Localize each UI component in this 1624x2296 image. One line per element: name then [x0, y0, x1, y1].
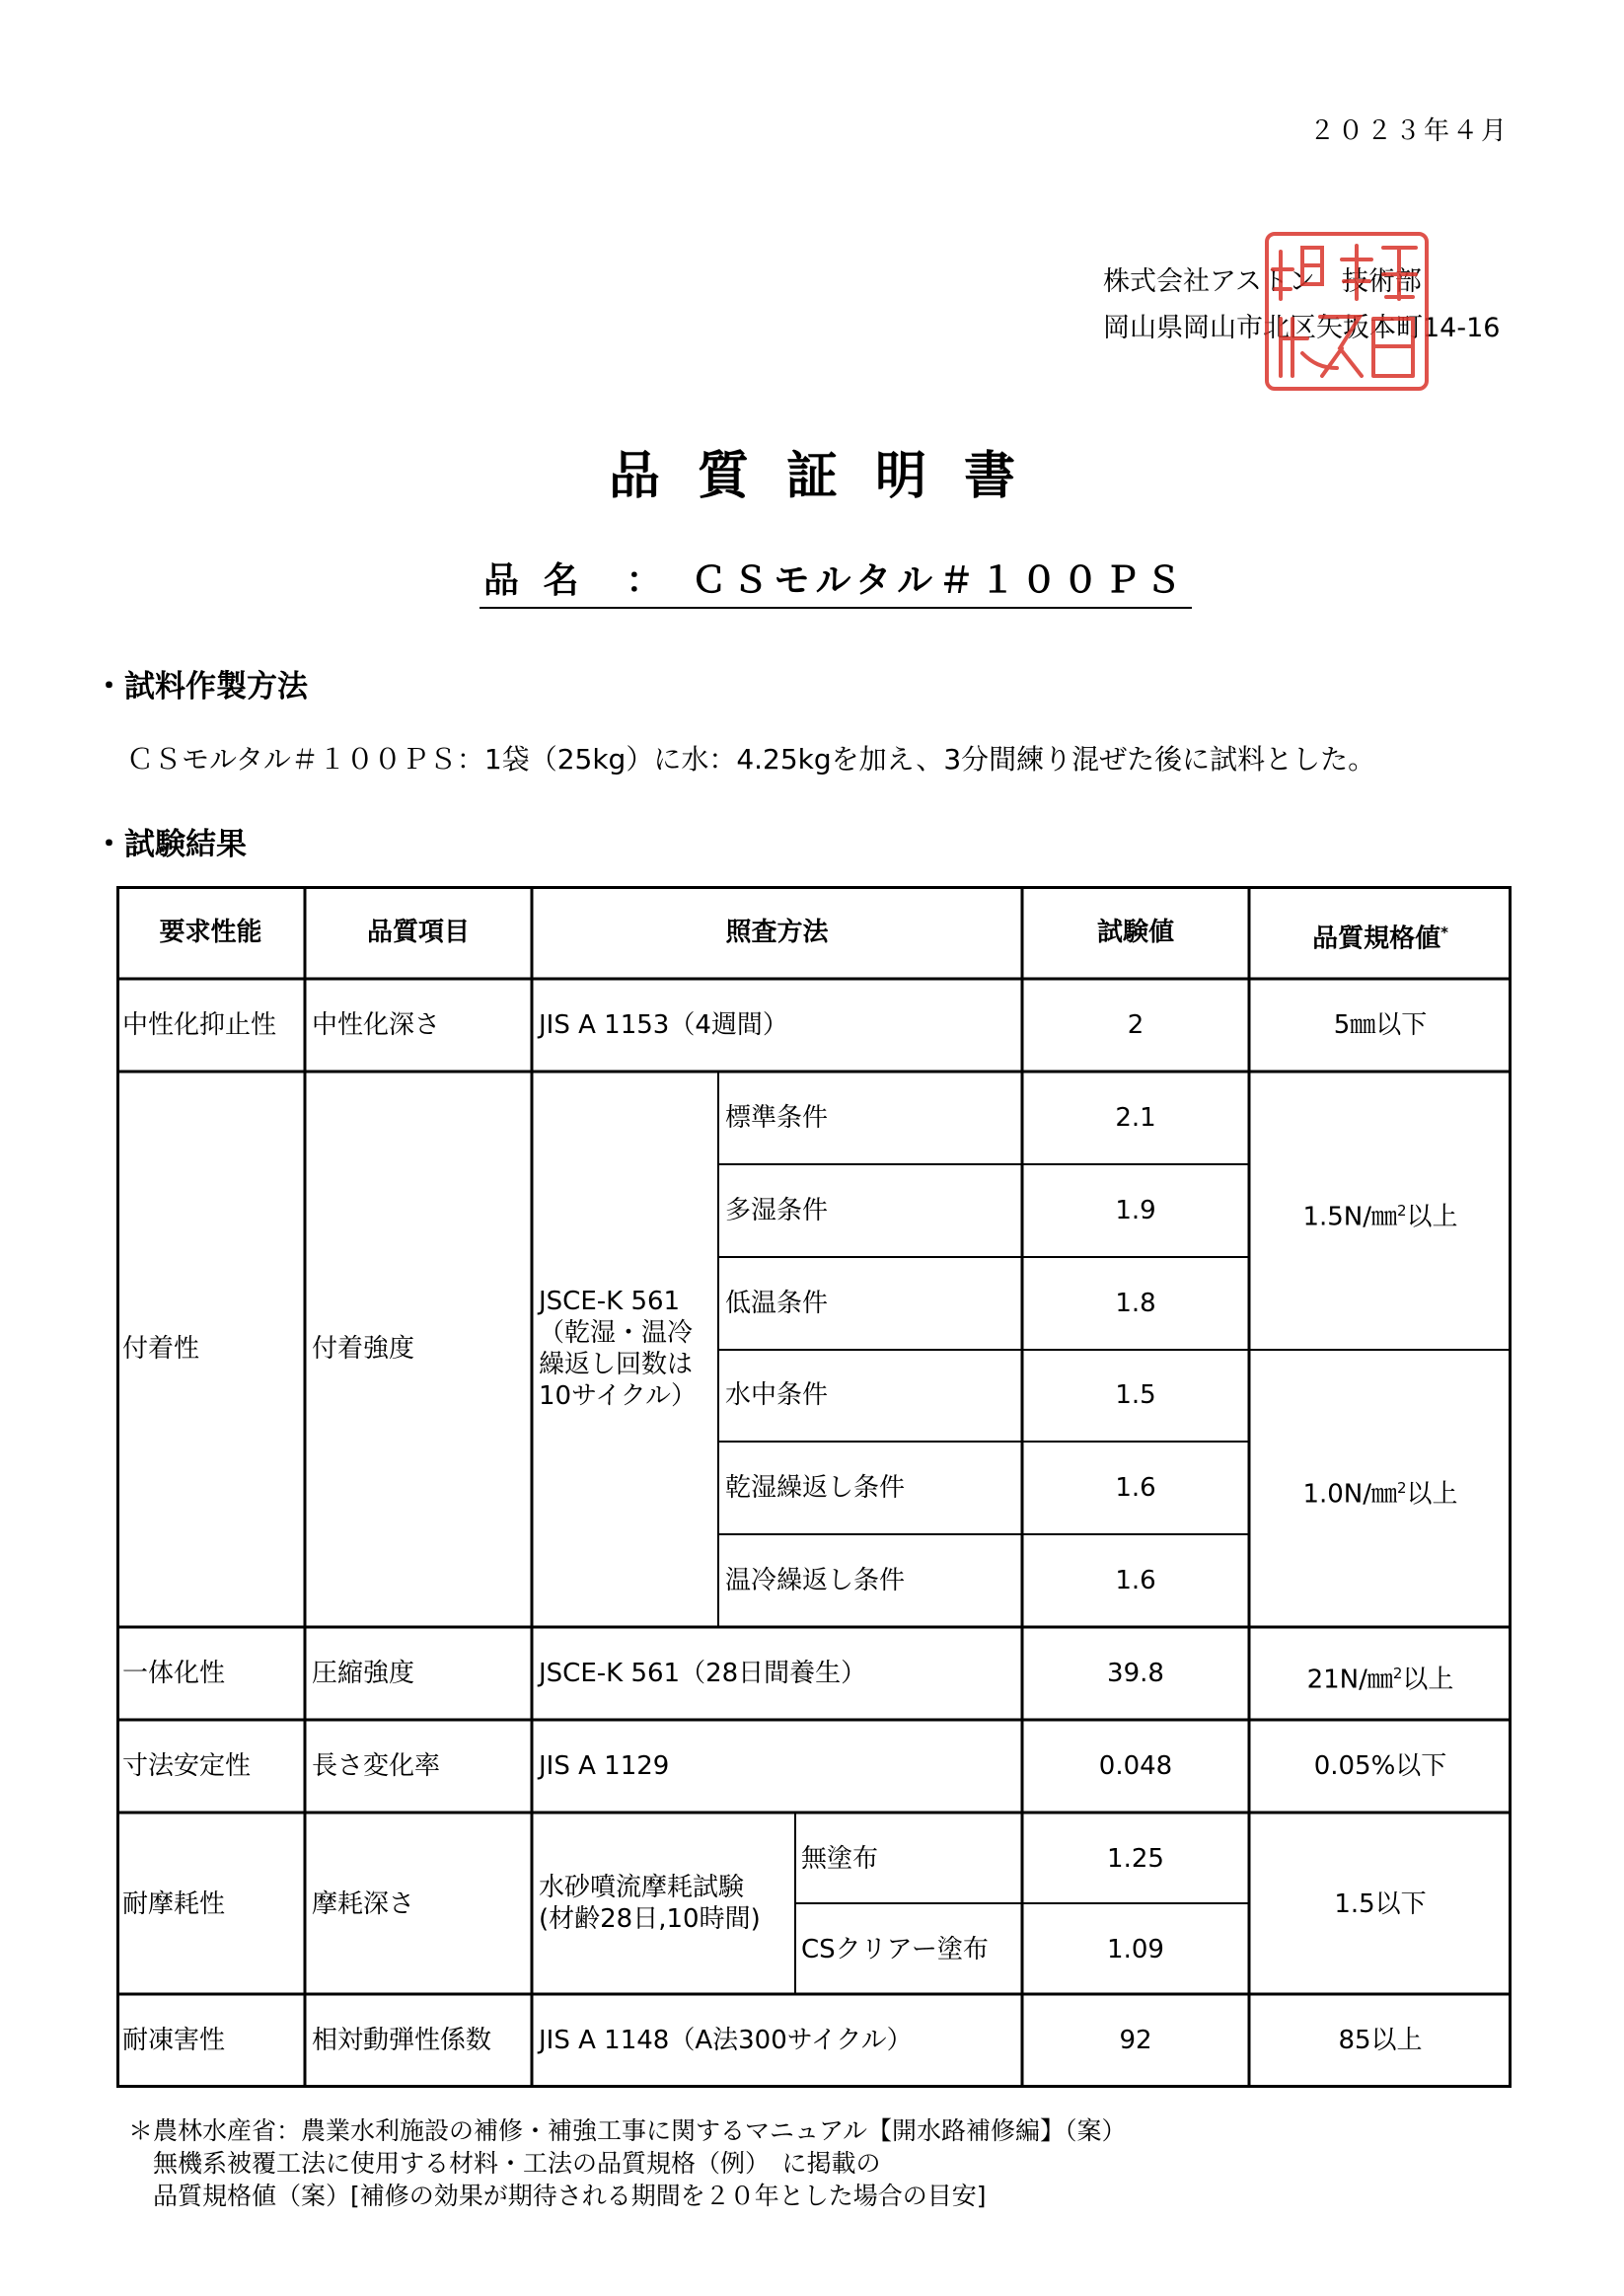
table-cell: 39.8	[1107, 1659, 1164, 1688]
spec-cell: 1.5以下	[1334, 1889, 1427, 1919]
document-date: ２０２３年４月	[1308, 116, 1510, 146]
table-cell: JIS A 1148（A法300サイクル）	[539, 2026, 913, 2055]
value-cell: 1.25	[1107, 1844, 1164, 1874]
table-cell: JIS A 1153（4週間）	[539, 1010, 788, 1040]
value-cell: 1.5	[1115, 1380, 1156, 1410]
table-cell: 一体化性	[122, 1659, 226, 1688]
test-results-table	[116, 886, 1512, 2088]
table-cell: JSCE-K 561	[539, 1287, 681, 1316]
condition-cell: 標準条件	[725, 1103, 829, 1133]
footnote-line: ＊農林水産省：農業水利施設の補修・補強工事に関するマニュアル【開水路補修編】（案）	[128, 2116, 1127, 2145]
company-address: 岡山県岡山市北区矢坂本町14-16	[1103, 313, 1501, 343]
document-title: 品質証明書	[608, 447, 1053, 506]
header-performance: 要求性能	[159, 918, 262, 947]
table-cell: 長さ変化率	[312, 1751, 441, 1781]
footnote-line: 無機系被覆工法に使用する材料・工法の品質規格（例） に掲載の	[128, 2149, 881, 2178]
table-cell: 0.05%以下	[1313, 1751, 1447, 1781]
table-cell: 中性化抑止性	[122, 1010, 277, 1040]
condition-cell: 乾湿繰返し条件	[725, 1473, 906, 1503]
table-cell: (材齢28日,10時間)	[539, 1904, 761, 1934]
condition-cell: 多湿条件	[725, 1196, 829, 1225]
footnote-line: 品質規格値（案）[補修の効果が期待される期間を２０年とした場合の目安]	[128, 2182, 987, 2210]
header-value: 試験値	[1096, 918, 1174, 947]
condition-cell: 水中条件	[725, 1380, 829, 1410]
table-cell: 2	[1127, 1010, 1144, 1040]
value-cell: 2.1	[1115, 1103, 1156, 1133]
value-cell: 1.9	[1115, 1196, 1156, 1225]
table-cell: （乾湿・温冷	[539, 1318, 694, 1348]
preparation-heading: ・試料作製方法	[94, 669, 308, 704]
table-cell: JIS A 1129	[539, 1751, 670, 1781]
condition-cell: 無塗布	[801, 1844, 879, 1874]
table-cell: 10サイクル）	[539, 1381, 697, 1411]
company-name: 株式会社アストン 技術部	[1103, 266, 1422, 297]
condition-cell: 温冷繰返し条件	[725, 1566, 906, 1595]
spec-cell: 1.5N/㎜$^2$以上	[1302, 1202, 1458, 1232]
table-cell: 付着強度	[312, 1334, 415, 1364]
footnote	[128, 2114, 1127, 2212]
value-cell: 1.8	[1115, 1289, 1156, 1318]
table-cell: 付着性	[122, 1334, 200, 1364]
table-cell: 相対動弾性係数	[312, 2026, 492, 2055]
header-spec: 品質規格値*	[1312, 924, 1448, 954]
header-item: 品質項目	[366, 918, 470, 947]
table-cell: 5㎜以下	[1333, 1010, 1428, 1040]
table-cell: 耐凍害性	[122, 2026, 226, 2055]
header-method: 照査方法	[725, 918, 829, 947]
table-cell: 繰返し回数は	[539, 1350, 694, 1379]
product-name: 品 名 ： ＣＳモルタル＃１００ＰＳ	[480, 553, 1192, 609]
table-cell: 耐摩耗性	[122, 1889, 226, 1919]
value-cell: 1.6	[1115, 1473, 1156, 1503]
condition-cell: 低温条件	[725, 1289, 829, 1318]
preparation-text: ＣＳモルタル＃１００ＰＳ：1袋（25kg）に水：4.25kgを加え、3分間練り混ぜた後に試料とした。	[126, 743, 1376, 776]
results-heading: ・試験結果	[94, 827, 247, 862]
table-cell: 中性化深さ	[312, 1010, 441, 1040]
spec-cell: 1.0N/㎜$^2$以上	[1302, 1479, 1458, 1510]
table-cell: 85以上	[1338, 2026, 1423, 2055]
table-cell: 圧縮強度	[312, 1659, 415, 1688]
company-seal-stamp	[1263, 230, 1431, 393]
value-cell: 1.6	[1115, 1566, 1156, 1595]
value-cell: 1.09	[1107, 1935, 1164, 1964]
table-cell: 92	[1119, 2026, 1152, 2055]
spec-cell: 21N/㎜$^2$以上	[1306, 1665, 1454, 1695]
table-cell: 摩耗深さ	[312, 1889, 415, 1919]
table-cell: 0.048	[1098, 1751, 1173, 1781]
table-cell: 水砂噴流摩耗試験	[539, 1873, 745, 1902]
condition-cell: CSクリアー塗布	[801, 1935, 989, 1964]
table-cell: 寸法安定性	[122, 1751, 252, 1781]
table-cell: JSCE-K 561（28日間養生）	[539, 1659, 867, 1688]
